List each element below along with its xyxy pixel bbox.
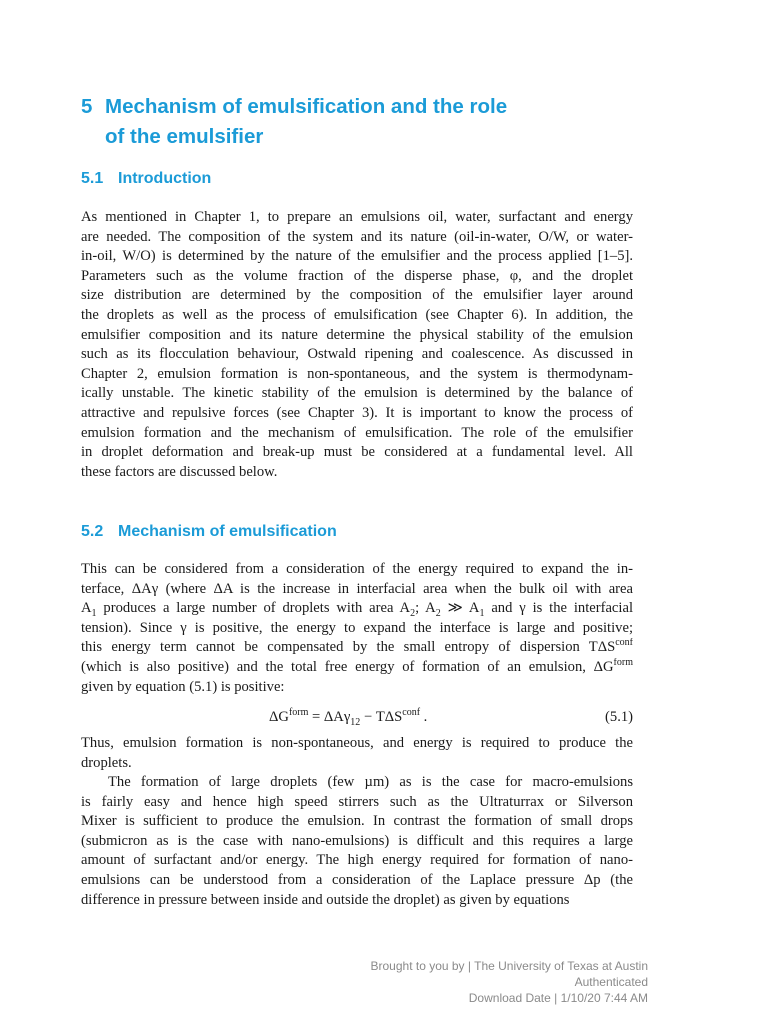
section-title: Mechanism of emulsification <box>118 523 337 540</box>
text-line: Chapter 2, emulsion formation is non-spontaneous, and the system is thermodynam- <box>81 365 633 382</box>
paragraph-energy <box>81 560 633 697</box>
text-line: emulsions can be understood from a consideration of the Laplace pressure Δp (the <box>81 871 633 888</box>
chapter-title-line2: of the emulsifier <box>105 125 264 148</box>
text-line: such as its flocculation behaviour, Ostwald ripening and coalescence. As discussed in <box>81 346 633 363</box>
paragraph-non-spontaneous <box>81 734 633 773</box>
text-line: terface, ΔAγ (where ΔA is the increase in interfacial area when the bulk oil with area <box>81 580 633 597</box>
text-line: (submicron as is the case with nano-emulsions) is difficult and this requires a large <box>81 832 633 849</box>
section-heading-mechanism <box>81 522 337 542</box>
footer-line-authenticated: Authenticated <box>574 975 648 989</box>
text-line: attractive and repulsive forces (see Chapter 3). It is important to know the process of <box>81 404 633 421</box>
text-line: in-oil, W/O) is determined by the nature of the emulsifier and the process applied [1–5]. <box>81 248 633 265</box>
text-line: the droplets as well as the process of emulsification (see Chapter 6). In addition, the <box>81 306 633 323</box>
text-line: (which is also positive) and the total free energy of formation of an emulsion, $\Delta G^{form}$ <box>81 657 633 675</box>
text-line: ically unstable. The kinetic stability of the emulsion is determined by the balance of <box>81 385 633 402</box>
paragraph-droplet-formation <box>81 773 633 910</box>
chapter-title-line1: Mechanism of emulsification and the role <box>105 95 508 118</box>
section-heading-introduction <box>81 169 211 189</box>
chapter-title <box>81 92 681 152</box>
footer-line-institution: Brought to you by | The University of Texas at Austin <box>370 959 648 973</box>
section-number: 5.1 <box>81 170 104 187</box>
text-line: Mixer is sufficient to produce the emulsion. In contrast the formation of small drops <box>81 813 633 830</box>
text-line: The formation of large droplets (few µm) as is the case for macro-emulsions <box>108 774 633 790</box>
text-line: droplets. <box>81 754 132 771</box>
text-line: As mentioned in Chapter 1, to prepare an emulsions oil, water, surfactant and energy <box>81 209 633 225</box>
text-line: in droplet deformation and break-up must be considered at a fundamental level. All <box>81 444 633 461</box>
text-line: this energy term cannot be compensated by the small entropy of dispersion $T\Delta S^{conf}$ <box>81 638 633 656</box>
text-line: is fairly easy and hence high speed stirrers such as the Ultraturrax or Silverson <box>81 793 633 810</box>
text-line: emulsion formation and the mechanism of emulsification. The role of the emulsifier <box>81 424 633 441</box>
text-line: tension). Since γ is positive, the energy to expand the interface is large and positive; <box>81 619 633 636</box>
text-line: emulsifier composition and its nature determine the physical stability of the emulsion <box>81 326 633 343</box>
section-title: Introduction <box>118 170 212 187</box>
text-line: size distribution are determined by the composition of the emulsifier layer around <box>81 287 633 304</box>
text-line: Parameters such as the volume fraction of the disperse phase, φ, and the droplet <box>81 267 633 284</box>
text-line: given by equation (5.1) is positive: <box>81 678 285 695</box>
text-line: difference in pressure between inside and outside the droplet) as given by equations <box>81 891 570 908</box>
equation-5-1 <box>81 707 633 727</box>
chapter-number: 5 <box>81 95 93 118</box>
equation-number: (5.1) <box>605 709 633 725</box>
text-line: are needed. The composition of the system and its nature (oil-in-water, O/W, or water- <box>81 228 633 245</box>
text-line: Thus, emulsion formation is non-spontaneous, and energy is required to produce the <box>81 735 633 751</box>
text-line: $A_1$ produces a large number of droplets with area $A_2$; $A_2$ ≫ $A_1$ and γ is the interfacial <box>81 600 633 619</box>
text-line: amount of surfactant and/or energy. The high energy required for formation of nano- <box>81 852 633 869</box>
paragraph-introduction <box>81 208 633 482</box>
download-footer <box>371 958 649 1006</box>
equation-expression: $\Delta G^{form} = \Delta A\gamma_{12} - T\Delta S^{conf}$ . <box>269 707 428 728</box>
text-line: these factors are discussed below. <box>81 463 278 480</box>
text-line: This can be considered from a consideration of the energy required to expand the in- <box>81 561 633 577</box>
footer-line-download-date: Download Date | 1/10/20 7:44 AM <box>468 991 648 1005</box>
section-number: 5.2 <box>81 523 104 540</box>
